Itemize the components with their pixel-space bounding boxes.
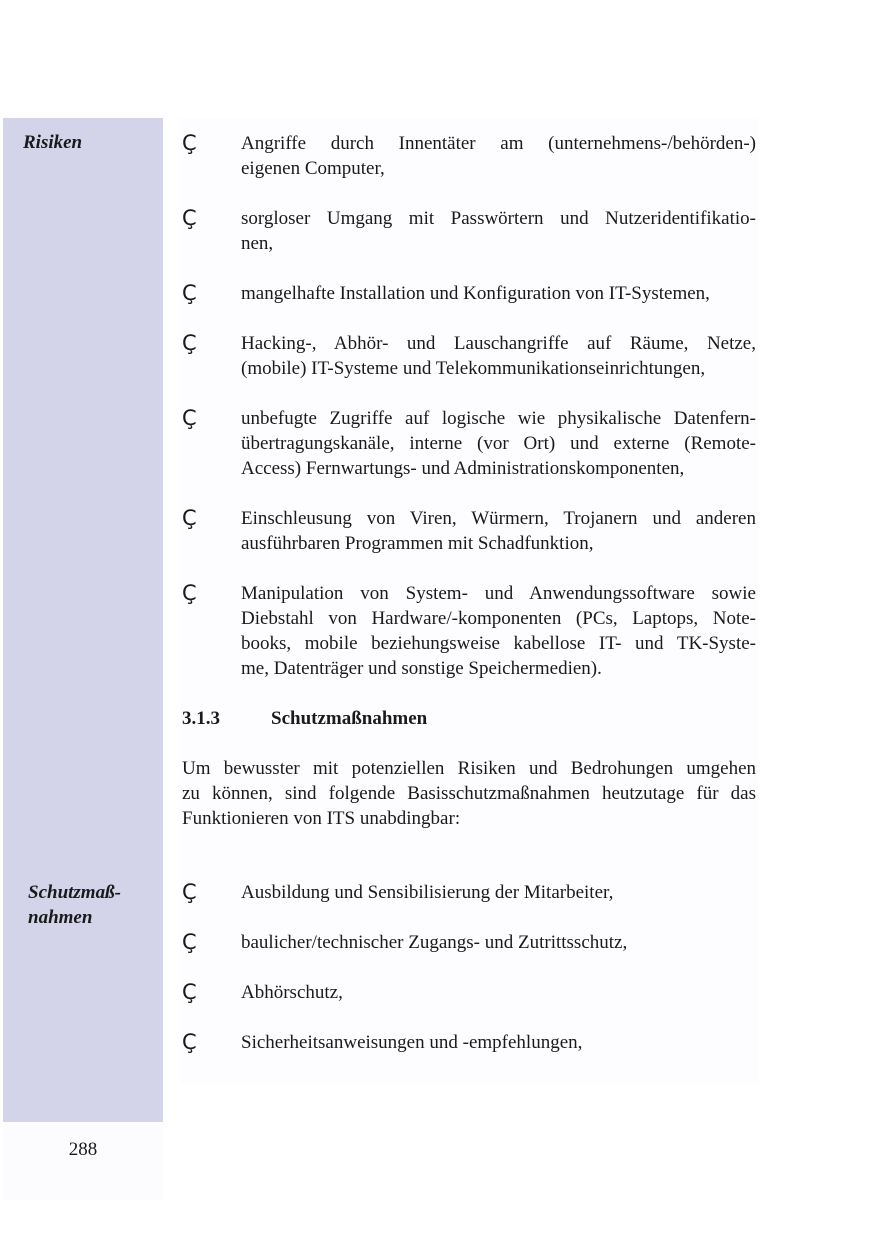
paragraph-line: zu können, sind folgende Basisschutzmaßnahmen heutzutage für das <box>182 783 756 804</box>
risk-item-line: ausführbaren Programmen mit Schadfunktion, <box>241 533 594 554</box>
risk-item-line: Access) Fernwartungs- und Administrationskomponenten, <box>241 458 685 479</box>
margin-label-measures <box>28 880 158 930</box>
bullet-icon: Ç <box>182 1030 197 1054</box>
bullet-icon: Ç <box>182 131 197 155</box>
risk-item-text <box>241 281 756 306</box>
risk-item-line: sorgloser Umgang mit Passwörtern und Nutzeridentifikatio- <box>241 208 756 229</box>
risk-item-line: nen, <box>241 233 274 254</box>
bullet-icon: Ç <box>182 930 197 954</box>
risk-item-line: Manipulation von System- und Anwendungssoftware sowie <box>241 583 756 604</box>
bullet-icon: Ç <box>182 581 197 605</box>
risk-item-line: Hacking-, Abhör- und Lauschangriffe auf Räume, Netze, <box>241 333 756 354</box>
bullet-icon: Ç <box>182 406 197 430</box>
risk-item-line: Diebstahl von Hardware/-komponenten (PCs, Laptops, Note- <box>241 608 756 629</box>
measure-item-text: Ausbildung und Sensibilisierung der Mitarbeiter, <box>241 882 614 903</box>
risk-item-line: books, mobile beziehungsweise kabellose IT- und TK-Syste- <box>241 633 756 654</box>
paragraph-line: Funktionieren von ITS unabdingbar: <box>182 808 461 829</box>
risk-item-line: mangelhafte Installation und Konfiguration von IT-Systemen, <box>241 283 710 304</box>
margin-label-risks: Risiken <box>23 132 83 153</box>
section-title: Schutzmaßnahmen <box>271 708 428 729</box>
measure-item-text: Sicherheitsanweisungen und -empfehlungen, <box>241 1032 583 1053</box>
paragraph-line: Um bewusster mit potenziellen Risiken und Bedrohungen umgehen <box>182 758 756 779</box>
risk-item-line: Angriffe durch Innentäter am (unternehmens-/behörden-) <box>241 133 756 154</box>
risk-item-text <box>241 331 756 381</box>
page-number: 288 <box>68 1139 98 1160</box>
bullet-icon: Ç <box>182 206 197 230</box>
risk-item-text <box>241 131 756 181</box>
bullet-icon: Ç <box>182 506 197 530</box>
measure-item-text: Abhörschutz, <box>241 982 343 1003</box>
page-number-box <box>3 1122 163 1200</box>
bullet-icon: Ç <box>182 281 197 305</box>
margin-label-measures-line1: Schutzmaß- <box>28 882 121 903</box>
risk-item-line: eigenen Computer, <box>241 158 385 179</box>
risk-item-text <box>241 406 756 481</box>
risk-item-line: übertragungskanäle, interne (vor Ort) und externe (Remote- <box>241 433 756 454</box>
risk-item-text <box>241 206 756 256</box>
bullet-icon: Ç <box>182 331 197 355</box>
risk-item-text <box>241 506 756 556</box>
measure-item-text: baulicher/technischer Zugangs- und Zutrittsschutz, <box>241 932 628 953</box>
risk-item-line: me, Datenträger und sonstige Speichermedien). <box>241 658 602 679</box>
risk-item-line: Einschleusung von Viren, Würmern, Trojanern und anderen <box>241 508 756 529</box>
risk-item-text <box>241 581 756 681</box>
bullet-icon: Ç <box>182 980 197 1004</box>
risk-item-line: unbefugte Zugriffe auf logische wie physikalische Datenfern- <box>241 408 756 429</box>
intro-paragraph <box>182 756 756 831</box>
margin-sidebar <box>3 118 163 1122</box>
bullet-icon: Ç <box>182 880 197 904</box>
section-number: 3.1.3 <box>182 708 220 729</box>
margin-label-measures-line2: nahmen <box>28 907 93 928</box>
risk-item-line: (mobile) IT-Systeme und Telekommunikationseinrichtungen, <box>241 358 706 379</box>
